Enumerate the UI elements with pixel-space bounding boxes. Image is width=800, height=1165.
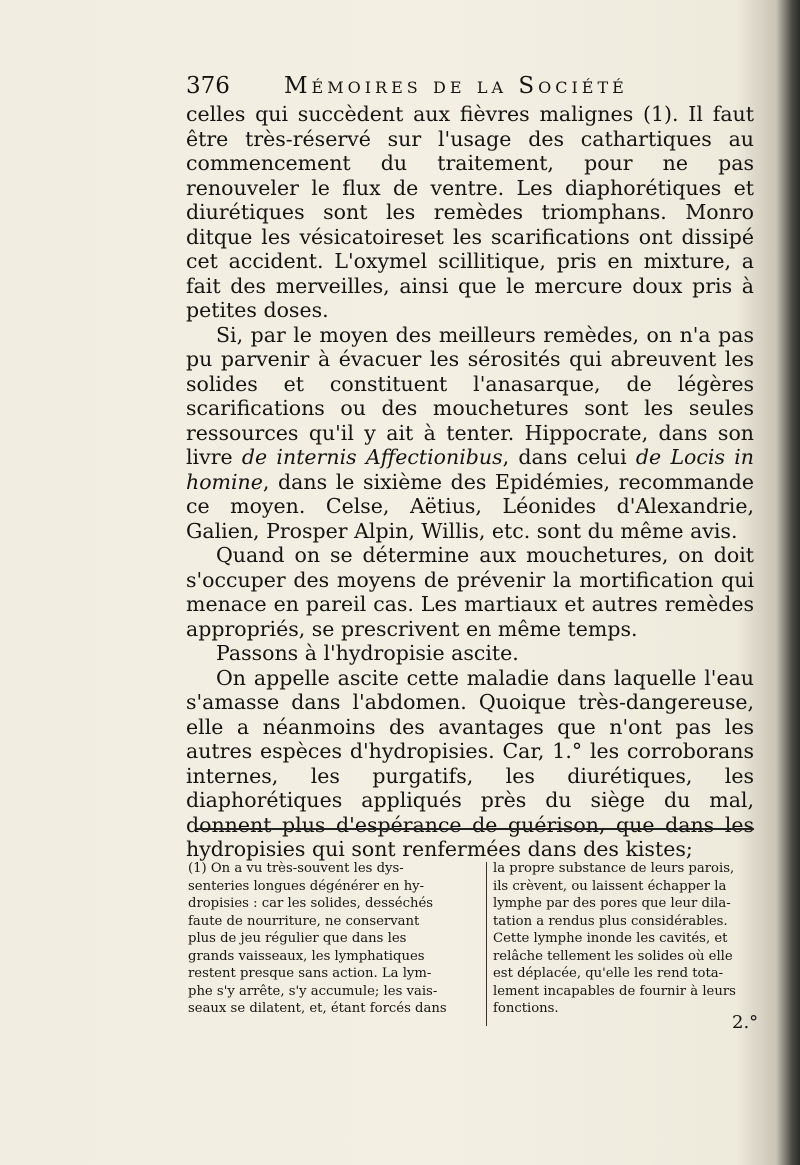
paragraph: celles qui succèdent aux fièvres malignes (1). Il faut être très-réservé sur l'usage des cathartiques au commencement du traitement, pour ne pas renouveler le flux de ventre. Les diaphorétiques et diurétiques sont les remèdes triomphans. Monro ditque les vésicatoireset les scarifications ont dissipé cet accident. L'oxymel scillitique, pris en mixture, a fait des merveilles, ainsi que le mercure doux pris à petites doses. bbox=[186, 102, 754, 322]
running-head bbox=[186, 70, 746, 102]
paragraph: Quand on se détermine aux mouchetures, on doit s'occuper des moyens de prévenir la mortification qui menace en pareil cas. Les martiaux et autres remèdes appropriés, se prescrivent en même temps. bbox=[186, 543, 754, 641]
paragraph: Passons à l'hydropisie ascite. bbox=[216, 641, 519, 665]
footnote-left-column: (1) On a vu très-souvent les dys- senteries longues dégénérer en hy- dropisies : car les solides, desséchés faute de nourriture, ne conservant plus de jeu régulier que dans les grands vaisseaux, les lymphatiques restent presque sans action. La lym- phe s'y arrête, s'y accumule; les vais- seaux se dilatent, et, étant forcés dans bbox=[188, 861, 447, 1016]
running-title: Mémoires de la Société bbox=[284, 73, 628, 99]
text-run: , dans celui bbox=[502, 445, 636, 469]
footnote bbox=[188, 860, 768, 1030]
text-run: , dans le sixième des Epidémies, recommande ce moyen. Celse, Aëtius, Léonides d'Alexandrie, Galien, Prosper Alpin, Willis, etc. sont du même avis. bbox=[186, 469, 754, 543]
paragraph bbox=[186, 323, 754, 544]
italic-title: de internis Affectionibus bbox=[241, 445, 503, 469]
column-divider bbox=[486, 862, 487, 1026]
footnote-right-column: la propre substance de leurs parois, ils crèvent, ou laissent échapper la lymphe par des pores que leur dila- tation a rendus plus considérables. Cette lymphe inonde les cavités, et relâche tellement les solides où elle est déplacée, qu'elle les rend tota- lement incapables de fournir à leurs fonctions. bbox=[493, 861, 736, 1016]
page-number: 376 bbox=[186, 73, 230, 99]
paragraph: On appelle ascite cette maladie dans laquelle l'eau s'amasse dans l'abdomen. Quoique très-dangereuse, elle a néanmoins des avantages que n'ont pas les autres espèces d'hydropisies. Car, 1.° les corroborans internes, les purgatifs, les diurétiques, les diaphorétiques appliqués près du siège du mal, donnent plus d'espérance de guérison, que dans les hydropisies qui sont renfermées dans des kistes; bbox=[186, 665, 754, 861]
catchword: 2.° bbox=[732, 1012, 759, 1033]
footnote-rule bbox=[196, 828, 754, 830]
italic-title: de Locis in homine bbox=[186, 445, 754, 494]
main-text bbox=[186, 102, 754, 862]
text-run: Si, par le moyen des meilleurs remèdes, on n'a pas pu parvenir à évacuer les sérosités qui abreuvent les solides et constituent l'anasarque, de légères scarifications ou des mouchetures sont les seules ressources qu'il y ait à tenter. Hippocrate, dans son livre bbox=[186, 322, 754, 469]
